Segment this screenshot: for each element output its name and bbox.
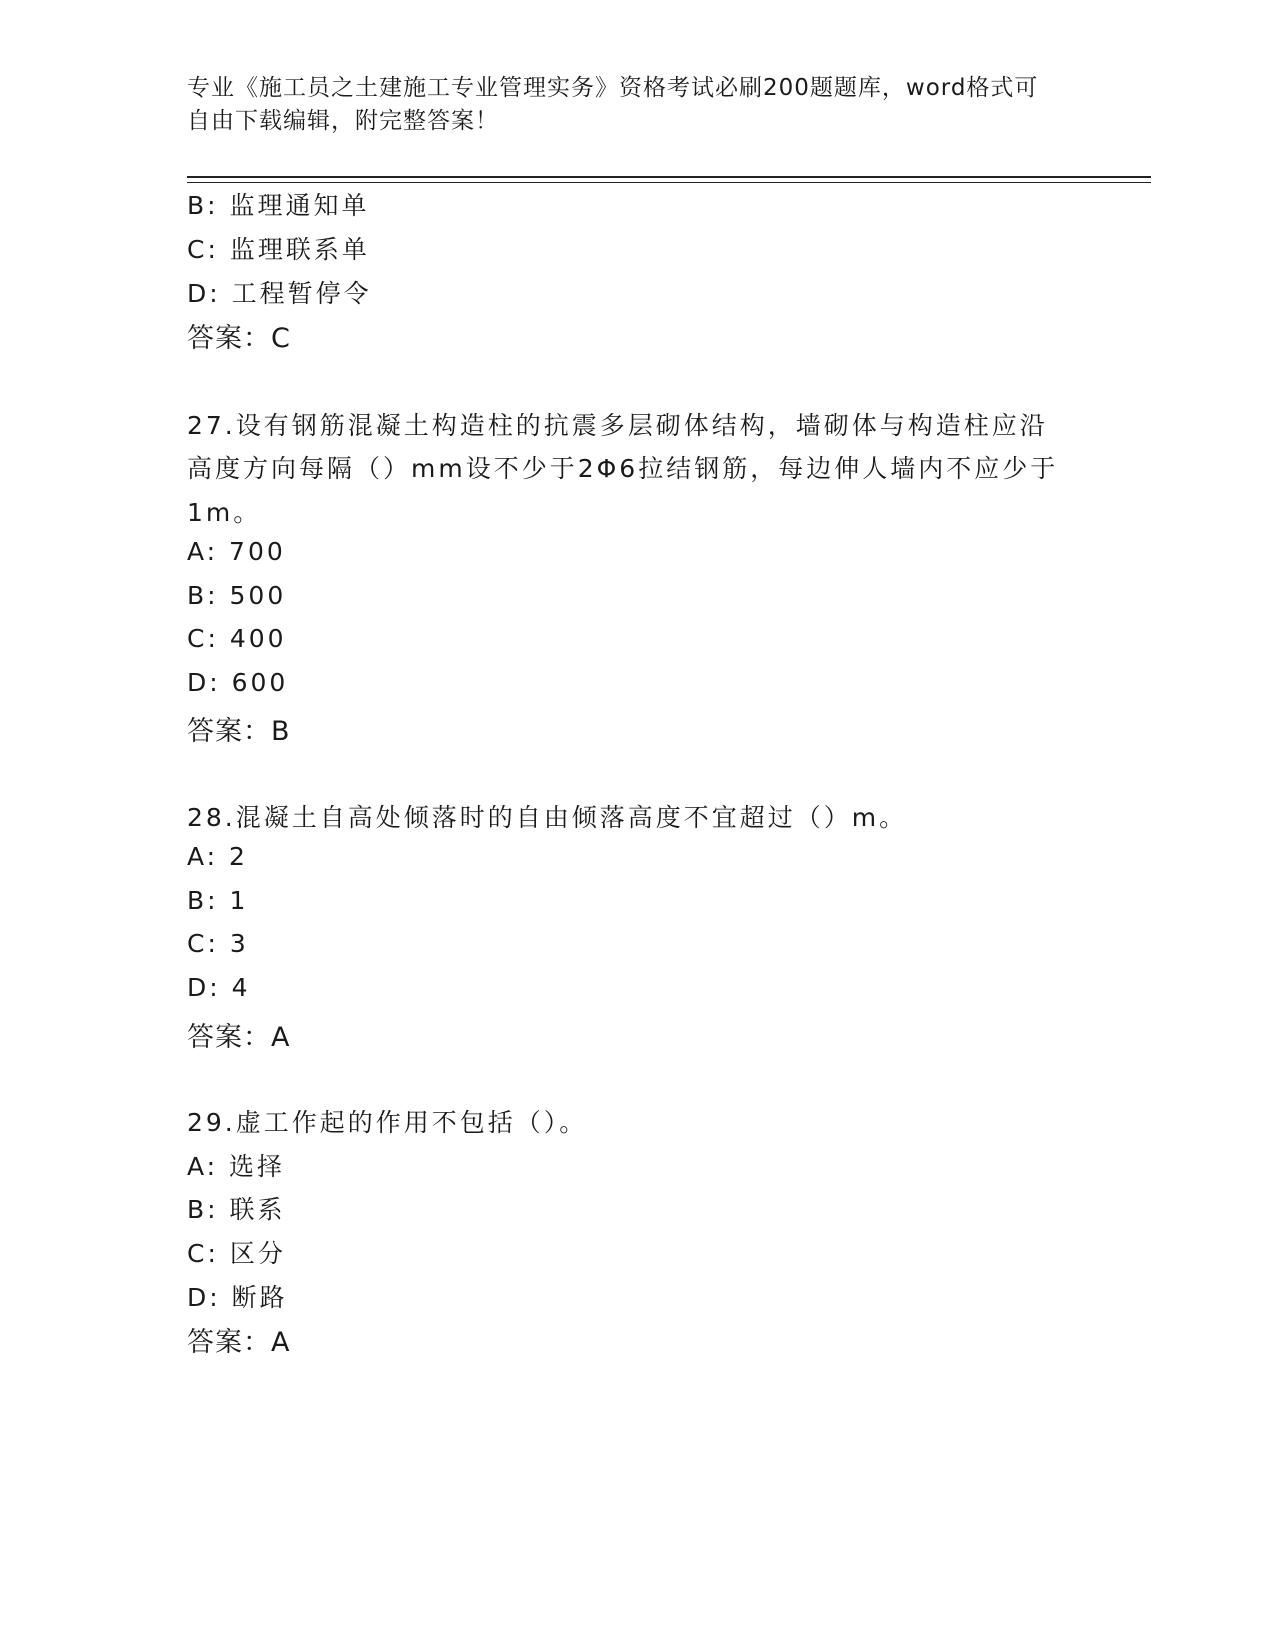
document-header <box>187 72 1067 138</box>
question-27-answer: 答案：B <box>187 716 291 747</box>
option-d: D: 工程暂停令 <box>187 279 372 308</box>
header-divider-thin <box>187 182 1151 183</box>
question-27-option-c: C: 400 <box>187 624 287 653</box>
header-divider-thick <box>187 176 1151 178</box>
answer-line: 答案：C <box>187 323 291 354</box>
question-29-answer: 答案：A <box>187 1327 291 1358</box>
question-28-answer: 答案：A <box>187 1022 291 1053</box>
question-27-text-line-3: 1m。 <box>187 498 262 527</box>
question-27-option-a: A: 700 <box>187 537 286 566</box>
question-28-option-a: A: 2 <box>187 842 248 871</box>
question-27-option-b: B: 500 <box>187 581 287 610</box>
question-29-text: 29.虚工作起的作用不包括（）。 <box>187 1108 588 1137</box>
question-27-text-line-1: 27.设有钢筋混凝土构造柱的抗震多层砌体结构，墙砌体与构造柱应沿 <box>187 411 1048 440</box>
question-29-option-b: B: 联系 <box>187 1195 286 1224</box>
question-28-option-c: C: 3 <box>187 929 249 958</box>
question-29-option-c: C: 区分 <box>187 1239 286 1268</box>
option-c: C: 监理联系单 <box>187 235 370 264</box>
question-29-option-a: A: 选择 <box>187 1152 286 1181</box>
question-27-option-d: D: 600 <box>187 668 289 697</box>
header-line-2: 自由下载编辑，附完整答案！ <box>187 108 499 134</box>
question-28-text: 28.混凝土自高处倾落时的自由倾落高度不宜超过（）m。 <box>187 803 908 832</box>
header-line-1: 专业《施工员之土建施工专业管理实务》资格考试必刷200题题库，word格式可 <box>187 75 1039 101</box>
question-28-option-d: D: 4 <box>187 973 251 1002</box>
question-28-option-b: B: 1 <box>187 886 249 915</box>
question-29-option-d: D: 断路 <box>187 1283 288 1312</box>
question-27-text-line-2: 高度方向每隔（）mm设不少于2Φ6拉结钢筋，每边伸人墙内不应少于 <box>187 454 1059 483</box>
option-b: B: 监理通知单 <box>187 191 370 220</box>
